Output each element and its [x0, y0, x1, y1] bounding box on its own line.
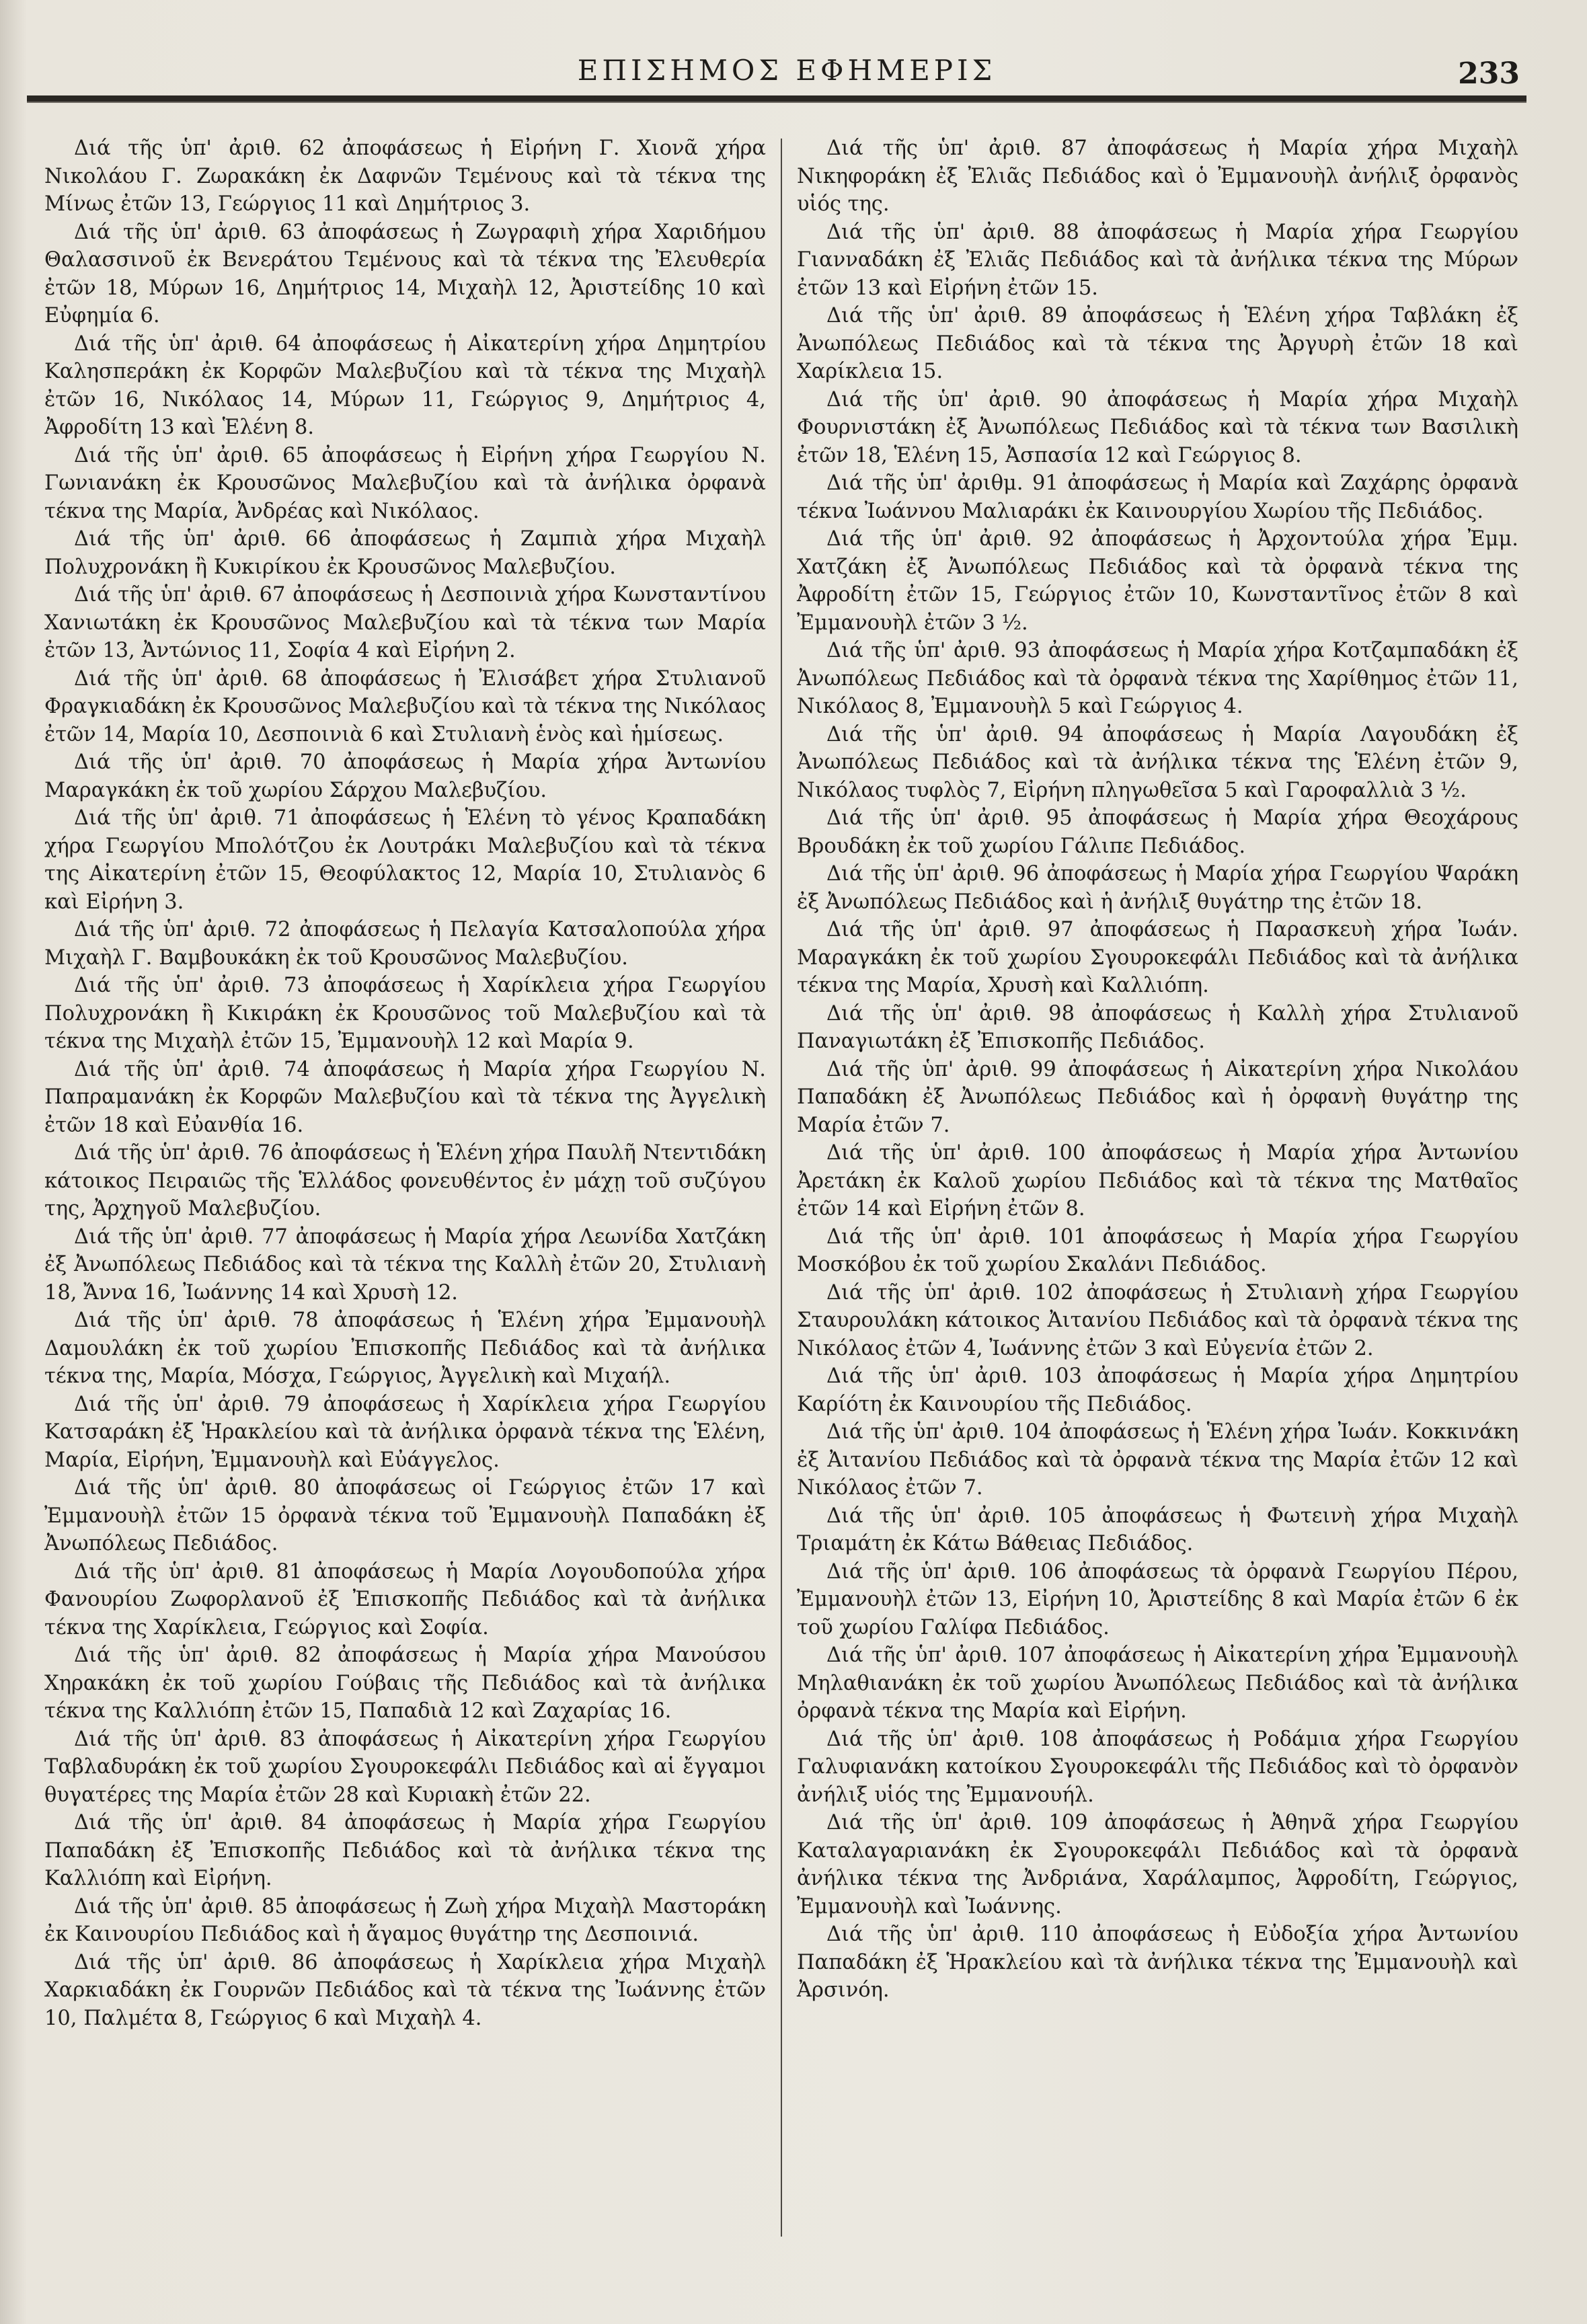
decision-paragraph: Διά τῆς ὑπ' ἀριθ. 88 ἀποφάσεως ἡ Μαρία χήρα Γεωργίου Γιανναδάκη ἐξ Ἐλιᾶς Πεδιάδος καὶ τὰ ἀνήλικα τέκνα της Μύρων ἐτῶν 13 καὶ Εἰρήνη ἐτῶν 15. — [797, 220, 1518, 300]
decision-paragraph: Διά τῆς ὑπ' ἀριθ. 101 ἀποφάσεως ἡ Μαρία χήρα Γεωργίου Μοσκόβου ἐκ τοῦ χωρίου Σκαλάνι Πεδιάδος. — [797, 1225, 1518, 1276]
decision-paragraph: Διά τῆς ὑπ' ἀριθ. 73 ἀποφάσεως ἡ Χαρίκλεια χήρα Γεωργίου Πολυχρονάκη ἢ Κικιράκη ἐκ Κρουσῶνος τοῦ Μαλεβυζίου καὶ τὰ τέκνα της Μιχαὴλ ἐτῶν 15, Ἐμμανουὴλ 12 καὶ Μαρία 9. — [44, 974, 766, 1053]
decision-paragraph: Διά τῆς ὑπ' ἀριθ. 93 ἀποφάσεως ἡ Μαρία χήρα Κοτζαμπαδάκη ἐξ Ἀνωπόλεως Πεδιάδος καὶ τὰ ὀρφανὰ τέκνα της Χαρίθημος ἐτῶν 11, Νικόλαος 8, Ἐμμανουὴλ 5 καὶ Γεώργιος 4. — [797, 639, 1518, 718]
page-number: 233 — [1458, 56, 1520, 91]
decision-paragraph: Διά τῆς ὑπ' ἀριθ. 108 ἀποφάσεως ἡ Ροδάμια χήρα Γεωργίου Γαλυφιανάκη κατοίκου Σγουροκεφάλι τῆς Πεδιάδος καὶ τὸ ὀρφανὸν ἀνήλιξ υἱός της Ἐμμανουήλ. — [797, 1727, 1518, 1807]
decision-paragraph: Διά τῆς ὑπ' ἀριθ. 89 ἀποφάσεως ἡ Ἑλένη χήρα Ταβλάκη ἐξ Ἀνωπόλεως Πεδιάδος καὶ τὰ τέκνα της Ἀργυρὴ ἐτῶν 18 καὶ Χαρίκλεια 15. — [797, 304, 1518, 383]
left-column — [30, 134, 781, 2263]
decision-paragraph: Διά τῆς ὑπ' ἀριθ. 107 ἀποφάσεως ἡ Αἰκατερίνη χήρα Ἐμμανουὴλ Μηλαθιανάκη ἐκ τοῦ χωρίου Ἀνωπόλεως Πεδιάδος καὶ τὰ ἀνήλικα ὀρφανὰ τέκνα της Μαρία καὶ Εἰρήνη. — [797, 1643, 1518, 1723]
decision-paragraph: Διά τῆς ὑπ' ἀριθ. 64 ἀποφάσεως ἡ Αἰκατερίνη χήρα Δημητρίου Καλησπεράκη ἐκ Κορφῶν Μαλεβυζίου καὶ τὰ τέκνα της Μιχαὴλ ἐτῶν 16, Νικόλαος 14, Μύρων 11, Γεώργιος 9, Δημήτριος 4, Ἀφροδίτη 13 καὶ Ἑλένη 8. — [44, 332, 766, 439]
decision-paragraph: Διά τῆς ὑπ' ἀριθ. 62 ἀποφάσεως ἡ Εἰρήνη Γ. Χιονᾶ χήρα Νικολάου Γ. Ζωρακάκη ἐκ Δαφνῶν Τεμένους καὶ τὰ τέκνα της Μίνως ἐτῶν 13, Γεώργιος 11 καὶ Δημήτριος 3. — [44, 137, 766, 216]
decision-paragraph: Διά τῆς ὑπ' ἀριθ. 65 ἀποφάσεως ἡ Εἰρήνη χήρα Γεωργίου Ν. Γωνιανάκη ἐκ Κρουσῶνος Μαλεβυζίου καὶ τὰ ἀνήλικα ὀρφανὰ τέκνα της Μαρία, Ἀνδρέας καὶ Νικόλαος. — [44, 443, 766, 523]
decision-paragraph: Διά τῆς ὑπ' ἀριθ. 98 ἀποφάσεως ἡ Καλλὴ χήρα Στυλιανοῦ Παναγιωτάκη ἐξ Ἐπισκοπῆς Πεδιάδος. — [797, 1001, 1518, 1053]
decision-paragraph: Διά τῆς ὑπ' ἀριθ. 76 ἀποφάσεως ἡ Ἑλένη χήρα Παυλῆ Ντεντιδάκη κάτοικος Πειραιῶς τῆς Ἑλλάδος φονευθέντος ἐν μάχῃ τοῦ συζύγου της, Ἀρχηγοῦ Μαλεβυζίου. — [44, 1141, 766, 1221]
decision-paragraph: Διά τῆς ὑπ' ἀριθ. 86 ἀποφάσεως ἡ Χαρίκλεια χήρα Μιχαὴλ Χαρκιαδάκη ἐκ Γουρνῶν Πεδιάδος καὶ τὰ τέκνα της Ἰωάννης ἐτῶν 10, Παλμέτα 8, Γεώργιος 6 καὶ Μιχαὴλ 4. — [44, 1950, 766, 2030]
page-header — [27, 54, 1547, 114]
decision-paragraph: Διά τῆς ὑπ' ἀριθ. 87 ἀποφάσεως ἡ Μαρία χήρα Μιχαὴλ Νικηφοράκη ἐξ Ἐλιᾶς Πεδιάδος καὶ ὁ Ἐμμανουὴλ ἀνήλιξ ὀρφανὸς υἱός της. — [797, 137, 1518, 216]
decision-paragraph: Διά τῆς ὑπ' ἀριθ. 110 ἀποφάσεως ἡ Εὐδοξία χήρα Ἀντωνίου Παπαδάκη ἐξ Ἡρακλείου καὶ τὰ ἀνήλικα τέκνα της Ἐμμανουὴλ καὶ Ἀρσινόη. — [797, 1923, 1518, 2002]
decision-paragraph: Διά τῆς ὑπ' ἀριθ. 67 ἀποφάσεως ἡ Δεσποινιὰ χήρα Κωνσταντίνου Χανιωτάκη ἐκ Κρουσῶνος Μαλεβυζίου καὶ τὰ τέκνα των Μαρία ἐτῶν 13, Ἀντώνιος 11, Σοφία 4 καὶ Εἰρήνη 2. — [44, 583, 766, 662]
decision-paragraph: Διά τῆς ὑπ' ἀριθ. 104 ἀποφάσεως ἡ Ἑλένη χήρα Ἰωάν. Κοκκινάκη ἐξ Ἀιτανίου Πεδιάδος καὶ τὰ ὀρφανὰ τέκνα της Μαρία ἐτῶν 12 καὶ Νικόλαος ἐτῶν 7. — [797, 1420, 1518, 1500]
decision-paragraph: Διά τῆς ὑπ' ἀριθ. 82 ἀποφάσεως ἡ Μαρία χήρα Μανούσου Χηρακάκη ἐκ τοῦ χωρίου Γούβαις τῆς Πεδιάδος καὶ τὰ ἀνήλικα τέκνα της Καλλιόπη ἐτῶν 15, Παπαδιὰ 12 καὶ Ζαχαρίας 16. — [44, 1643, 766, 1723]
decision-paragraph: Διά τῆς ὑπ' ἀριθ. 90 ἀποφάσεως ἡ Μαρία χήρα Μιχαὴλ Φουρνιστάκη ἐξ Ἀνωπόλεως Πεδιάδος καὶ τὰ τέκνα των Βασιλικὴ ἐτῶν 18, Ἑλένη 15, Ἀσπασία 12 καὶ Γεώργιος 8. — [797, 387, 1518, 467]
decision-paragraph: Διά τῆς ὑπ' ἀριθ. 99 ἀποφάσεως ἡ Αἰκατερίνη χήρα Νικολάου Παπαδάκη ἐξ Ἀνωπόλεως Πεδιάδος καὶ ἡ ὀρφανὴ θυγάτηρ της Μαρία ἐτῶν 7. — [797, 1057, 1518, 1137]
decision-paragraph: Διά τῆς ὑπ' ἀριθ. 102 ἀποφάσεως ἡ Στυλιανὴ χήρα Γεωργίου Σταυρουλάκη κάτοικος Ἀιτανίου Πεδιάδος καὶ τὰ ὀρφανὰ τέκνα της Νικόλαος ἐτῶν 4, Ἰωάννης ἐτῶν 3 καὶ Εὐγενία ἐτῶν 2. — [797, 1280, 1518, 1360]
decision-paragraph: Διά τῆς ὑπ' ἀριθ. 78 ἀποφάσεως ἡ Ἑλένη χήρα Ἐμμανουὴλ Δαμουλάκη ἐκ τοῦ χωρίου Ἐπισκοπῆς Πεδιάδος καὶ τὰ ἀνήλικα τέκνα της, Μαρία, Μόσχα, Γεώργιος, Ἀγγελικὴ καὶ Μιχαήλ. — [44, 1309, 766, 1388]
decision-paragraph: Διά τῆς ὑπ' ἀριθ. 105 ἀποφάσεως ἡ Φωτεινὴ χήρα Μιχαὴλ Τριαμάτη ἐκ Κάτω Βάθειας Πεδιάδος. — [797, 1504, 1518, 1555]
decision-paragraph: Διά τῆς ὑπ' ἀριθ. 80 ἀποφάσεως οἱ Γεώργιος ἐτῶν 17 καὶ Ἐμμανουὴλ ἐτῶν 15 ὀρφανὰ τέκνα τοῦ Ἐμμανουὴλ Παπαδάκη ἐξ Ἀνωπόλεως Πεδιάδος. — [44, 1476, 766, 1555]
decision-paragraph: Διά τῆς ὑπ' ἀριθ. 85 ἀποφάσεως ἡ Ζωὴ χήρα Μιχαὴλ Μαστοράκη ἐκ Καινουρίου Πεδιάδος καὶ ἡ ἄγαμος θυγάτηρ της Δεσποινιά. — [44, 1894, 766, 1946]
decision-paragraph: Διά τῆς ὑπ' ἀριθ. 81 ἀποφάσεως ἡ Μαρία Λογουδοπούλα χήρα Φανουρίου Ζωφορλανοῦ ἐξ Ἐπισκοπῆς Πεδιάδος καὶ τὰ ἀνήλικα τέκνα της Χαρίκλεια, Γεώργιος καὶ Σοφία. — [44, 1559, 766, 1639]
running-title: ΕΠΙΣΗΜΟΣ ΕΦΗΜΕΡΙΣ — [577, 54, 997, 87]
decision-paragraph: Διά τῆς ὑπ' ἀριθ. 103 ἀποφάσεως ἡ Μαρία χήρα Δημητρίου Καρίότη ἐκ Καινουρίου τῆς Πεδιάδος. — [797, 1364, 1518, 1416]
decision-paragraph: Διά τῆς ὑπ' ἀριθ. 71 ἀποφάσεως ἡ Ἑλένη τὸ γένος Κραπαδάκη χήρα Γεωργίου Μπολότζου ἐκ Λουτράκι Μαλεβυζίου καὶ τὰ τέκνα της Αἰκατερίνη ἐτῶν 15, Θεοφύλακτος 12, Μαρία 10, Στυλιανὸς 6 καὶ Εἰρήνη 3. — [44, 806, 766, 914]
decision-paragraph: Διά τῆς ὑπ' ἀριθ. 106 ἀποφάσεως τὰ ὀρφανὰ Γεωργίου Πέρου, Ἐμμανουὴλ ἐτῶν 13, Εἰρήνη 10, Ἀριστείδης 8 καὶ Μαρία ἐτῶν 6 ἐκ τοῦ χωρίου Γαλίφα Πεδιάδος. — [797, 1559, 1518, 1639]
decision-paragraph: Διά τῆς ὑπ' ἀριθ. 92 ἀποφάσεως ἡ Ἀρχοντούλα χήρα Ἐμμ. Χατζάκη ἐξ Ἀνωπόλεως Πεδιάδος καὶ τὰ ὀρφανὰ τέκνα της Ἀφροδίτη ἐτῶν 15, Γεώργιος ἐτῶν 10, Κωνσταντῖνος ἐτῶν 8 καὶ Ἐμμανουὴλ ἐτῶν 3 ½. — [797, 527, 1518, 635]
decision-paragraph: Διά τῆς ὑπ' ἀριθ. 97 ἀποφάσεως ἡ Παρασκευὴ χήρα Ἰωάν. Μαραγκάκη ἐκ τοῦ χωρίου Σγουροκεφάλι Πεδιάδος καὶ τὰ ἀνήλικα τέκνα της Μαρία, Χρυσὴ καὶ Καλλιόπη. — [797, 918, 1518, 997]
decision-paragraph: Διά τῆς ὑπ' ἀριθ. 72 ἀποφάσεως ἡ Πελαγία Κατσαλοπούλα χήρα Μιχαὴλ Γ. Βαμβουκάκη ἐκ τοῦ Κρουσῶνος Μαλεβυζίου. — [44, 918, 766, 970]
decision-paragraph: Διά τῆς ὑπ' ἀριθ. 74 ἀποφάσεως ἡ Μαρία χήρα Γεωργίου Ν. Παπραμανάκη ἐκ Κορφῶν Μαλεβυζίου καὶ τὰ τέκνα της Ἀγγελικὴ ἐτῶν 18 καὶ Εὐανθία 16. — [44, 1057, 766, 1137]
decision-paragraph: Διά τῆς ὑπ' ἀριθ. 94 ἀποφάσεως ἡ Μαρία Λαγουδάκη ἐξ Ἀνωπόλεως Πεδιάδος καὶ τὰ ἀνήλικα τέκνα της Ἑλένη ἐτῶν 9, Νικόλαος τυφλὸς 7, Εἰρήνη πληγωθεῖσα 5 καὶ Γαροφαλλιὰ 3 ½. — [797, 722, 1518, 802]
decision-paragraph: Διά τῆς ὑπ' ἀριθμ. 91 ἀποφάσεως ἡ Μαρία καὶ Ζαχάρης ὀρφανὰ τέκνα Ἰωάννου Μαλιαράκι ἐκ Καινουργίου Χωρίου τῆς Πεδιάδος. — [797, 471, 1518, 523]
header-rule — [27, 95, 1526, 103]
text-columns — [30, 134, 1533, 2263]
decision-paragraph: Διά τῆς ὑπ' ἀριθ. 63 ἀποφάσεως ἡ Ζωγραφιὴ χήρα Χαριδήμου Θαλασσινοῦ ἐκ Βενεράτου Τεμένους καὶ τὰ τέκνα της Ἐλευθερία ἐτῶν 18, Μύρων 16, Δημήτριος 14, Μιχαὴλ 12, Ἀριστείδης 10 καὶ Εὐφημία 6. — [44, 220, 766, 327]
decision-paragraph: Διά τῆς ὑπ' ἀριθ. 68 ἀποφάσεως ἡ Ἐλισάβετ χήρα Στυλιανοῦ Φραγκιαδάκη ἐκ Κρουσῶνος Μαλεβυζίου καὶ τὰ τέκνα της Νικόλαος ἐτῶν 14, Μαρία 10, Δεσποινιὰ 6 καὶ Στυλιανὴ ἑνὸς καὶ ἡμίσεως. — [44, 666, 766, 746]
decision-paragraph: Διά τῆς ὑπ' ἀριθ. 109 ἀποφάσεως ἡ Ἀθηνᾶ χήρα Γεωργίου Καταλαγαριανάκη ἐκ Σγουροκεφάλι Πεδιάδος καὶ τὰ ὀρφανὰ ἀνήλικα τέκνα της Ἀνδριάνα, Χαράλαμπος, Ἀφροδίτη, Γεώργιος, Ἐμμανουὴλ καὶ Ἰωάννης. — [797, 1811, 1518, 1919]
decision-paragraph: Διά τῆς ὑπ' ἀριθ. 70 ἀποφάσεως ἡ Μαρία χήρα Ἀντωνίου Μαραγκάκη ἐκ τοῦ χωρίου Σάρχου Μαλεβυζίου. — [44, 750, 766, 802]
right-column — [782, 134, 1533, 2263]
decision-paragraph: Διά τῆς ὑπ' ἀριθ. 79 ἀποφάσεως ἡ Χαρίκλεια χήρα Γεωργίου Κατσαράκη ἐξ Ἡρακλείου καὶ τὰ ἀνήλικα ὀρφανὰ τέκνα της Ἑλένη, Μαρία, Εἰρήνη, Ἐμμανουὴλ καὶ Εὐάγγελος. — [44, 1392, 766, 1472]
decision-paragraph: Διά τῆς ὑπ' ἀριθ. 66 ἀποφάσεως ἡ Ζαμπιὰ χήρα Μιχαὴλ Πολυχρονάκη ἢ Κυκιρίκου ἐκ Κρουσῶνος Μαλεβυζίου. — [44, 527, 766, 579]
decision-paragraph: Διά τῆς ὑπ' ἀριθ. 83 ἀποφάσεως ἡ Αἰκατερίνη χήρα Γεωργίου Ταβλαδυράκη ἐκ τοῦ χωρίου Σγουροκεφάλι Πεδιάδος καὶ αἱ ἔγγαμοι θυγατέρες της Μαρία ἐτῶν 28 καὶ Κυριακὴ ἐτῶν 22. — [44, 1727, 766, 1807]
decision-paragraph: Διά τῆς ὑπ' ἀριθ. 95 ἀποφάσεως ἡ Μαρία χήρα Θεοχάρους Βρουδάκη ἐκ τοῦ χωρίου Γάλιπε Πεδιάδος. — [797, 806, 1518, 858]
decision-paragraph: Διά τῆς ὑπ' ἀριθ. 100 ἀποφάσεως ἡ Μαρία χήρα Ἀντωνίου Ἀρετάκη ἐκ Καλοῦ χωρίου Πεδιάδος καὶ τὰ τέκνα της Ματθαῖος ἐτῶν 14 καὶ Εἰρήνη ἐτῶν 8. — [797, 1141, 1518, 1221]
decision-paragraph: Διά τῆς ὑπ' ἀριθ. 96 ἀποφάσεως ἡ Μαρία χήρα Γεωργίου Ψαράκη ἐξ Ἀνωπόλεως Πεδιάδος καὶ ἡ ἀνήλιξ θυγάτηρ της ἐτῶν 18. — [797, 862, 1518, 914]
decision-paragraph: Διά τῆς ὑπ' ἀριθ. 77 ἀποφάσεως ἡ Μαρία χήρα Λεωνίδα Χατζάκη ἐξ Ἀνωπόλεως Πεδιάδος καὶ τὰ τέκνα της Καλλὴ ἐτῶν 20, Στυλιανὴ 18, Ἄννα 16, Ἰωάννης 14 καὶ Χρυσὴ 12. — [44, 1225, 766, 1305]
decision-paragraph: Διά τῆς ὑπ' ἀριθ. 84 ἀποφάσεως ἡ Μαρία χήρα Γεωργίου Παπαδάκη ἐξ Ἐπισκοπῆς Πεδιάδος καὶ τὰ ἀνήλικα τέκνα της Καλλιόπη καὶ Εἰρήνη. — [44, 1811, 766, 1890]
